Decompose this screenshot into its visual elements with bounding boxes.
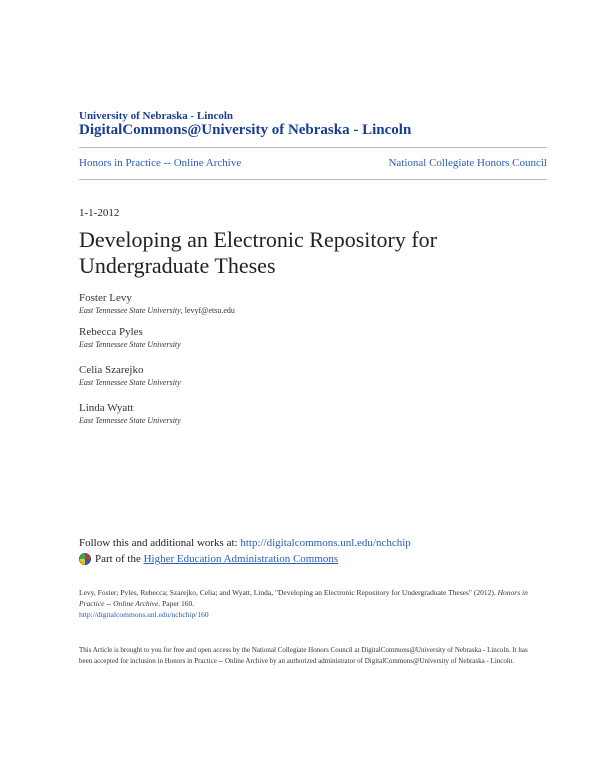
author-email: , levyf@etsu.edu: [180, 306, 235, 315]
follow-text: Follow this and additional works at:: [79, 537, 241, 549]
author-affiliation: East Tennessee State University: [79, 416, 181, 425]
author-entry: [79, 292, 235, 315]
publication-date: 1-1-2012: [79, 207, 120, 219]
collection-url-link[interactable]: http://digitalcommons.unl.edu/nchchip: [240, 537, 411, 549]
author-name: Foster Levy: [79, 292, 132, 304]
author-affiliation: East Tennessee State University: [79, 378, 181, 387]
author-name: Celia Szarejko: [79, 364, 144, 376]
author-affiliation: [79, 306, 235, 315]
series-link[interactable]: Honors in Practice -- Online Archive: [79, 157, 242, 169]
follow-line: [79, 537, 411, 549]
discipline-link[interactable]: Higher Education Administration Commons: [143, 553, 339, 565]
repository-link[interactable]: DigitalCommons@University of Nebraska - Lincoln: [79, 122, 412, 138]
author-entry: [79, 364, 181, 387]
author-entry: [79, 326, 181, 349]
commons-network-icon: [79, 553, 91, 565]
top-divider: [79, 147, 547, 148]
citation-paper: . Paper 160.: [158, 599, 195, 608]
bottom-divider: [79, 179, 547, 180]
author-name: Rebecca Pyles: [79, 326, 143, 338]
author-name: Linda Wyatt: [79, 402, 134, 414]
citation-text: Levy, Foster; Pyles, Rebecca; Szarejko, Celia; and Wyatt, Linda, "Developing an Electronic Repository for Undergraduate Theses" (2012).: [79, 588, 496, 597]
author-entry: [79, 402, 181, 425]
part-of-line: [79, 553, 338, 565]
institution-name: University of Nebraska - Lincoln: [79, 110, 233, 122]
affiliation-text: East Tennessee State University: [79, 306, 181, 315]
access-notice: This Article is brought to you for free and open access by the National Collegiate Honors Council at DigitalCommons@University of Nebraska - Lincoln. It has been accepted for inclusion in Honors in Practice -- Online Archive by an authorized administrator of DigitalCommons@University of Nebraska - Lincoln.: [79, 646, 528, 665]
part-of-prefix: Part of the: [95, 553, 141, 565]
citation-url-link[interactable]: http://digitalcommons.unl.edu/nchchip/160: [79, 610, 209, 619]
citation-journal: Honors in Practice -- Online Archive: [79, 588, 528, 608]
author-affiliation: East Tennessee State University: [79, 340, 181, 349]
paper-title: Developing an Electronic Repository for Undergraduate Theses: [79, 227, 438, 278]
council-link[interactable]: National Collegiate Honors Council: [388, 157, 547, 169]
recommended-citation: [79, 587, 529, 620]
